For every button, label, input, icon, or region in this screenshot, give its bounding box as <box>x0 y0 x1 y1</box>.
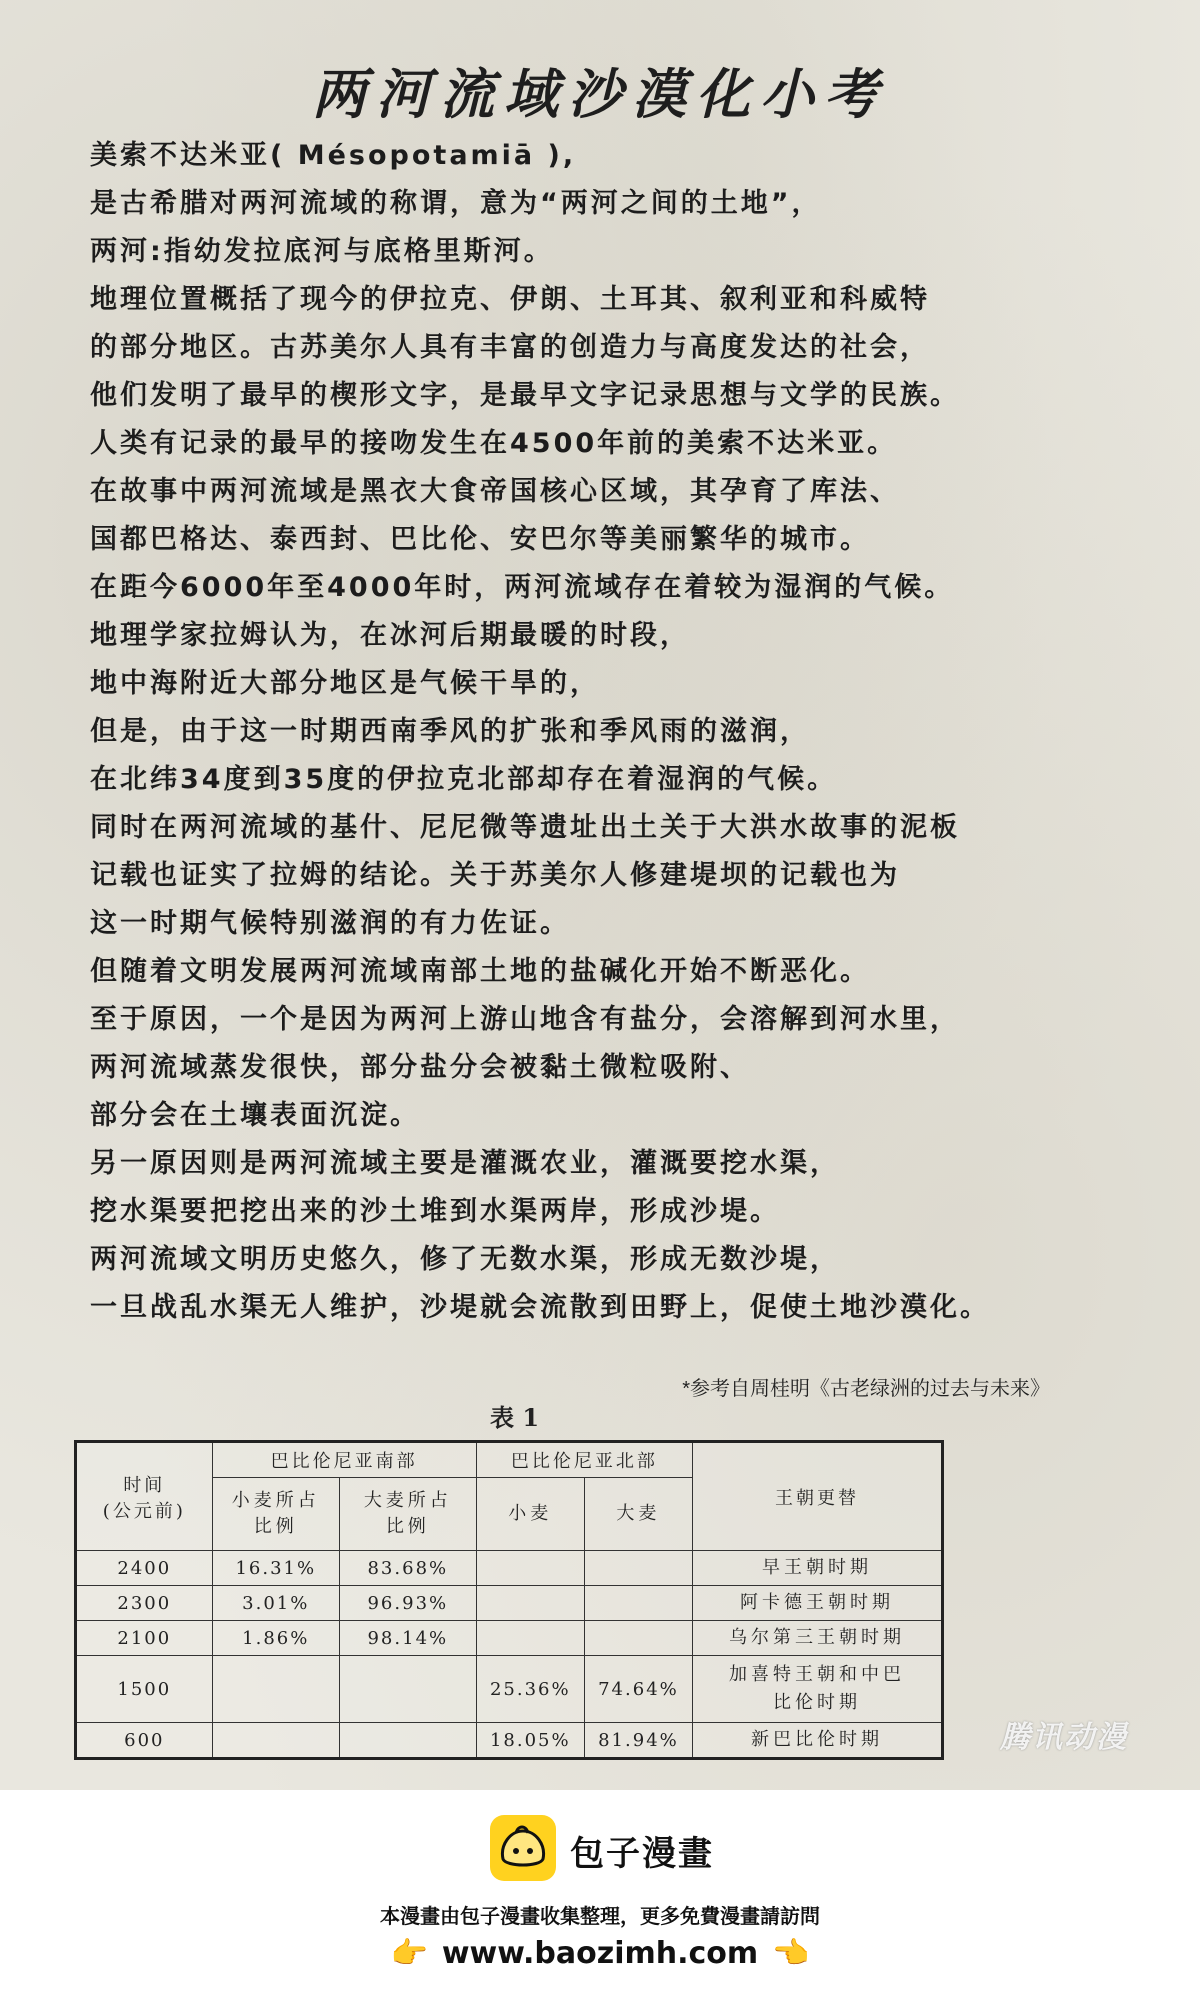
text-line: 他们发明了最早的楔形文字，是最早文字记录思想与文学的民族。 <box>90 380 960 411</box>
cell-dynasty: 新巴比伦时期 <box>693 1723 943 1759</box>
body-text <box>90 132 1170 1332</box>
cell-south-wheat: 3.01% <box>212 1586 339 1621</box>
text-line: 记载也证实了拉姆的结论。关于苏美尔人修建堤坝的记载也为 <box>90 860 900 891</box>
footer-notice: 本漫畫由包子漫畫收集整理，更多免費漫畫請訪問 <box>380 1904 820 1928</box>
text-line: 人类有记录的最早的接吻发生在4500年前的美索不达米亚。 <box>90 428 898 459</box>
text-line: 同时在两河流域的基什、尼尼微等遗址出土关于大洪水故事的泥板 <box>90 812 960 843</box>
table-row <box>76 1621 943 1656</box>
cell-north-wheat: 25.36% <box>476 1656 584 1723</box>
cell-time: 1500 <box>76 1656 213 1723</box>
cell-south-barley <box>339 1656 476 1723</box>
cell-north-barley <box>584 1621 692 1656</box>
text-line: 部分会在土壤表面沉淀。 <box>90 1100 420 1131</box>
cell-north-wheat <box>476 1586 584 1621</box>
page-title: 两河流域沙漠化小考 <box>312 62 888 126</box>
header-south: 巴比伦尼亚南部 <box>212 1442 476 1478</box>
text-line: 地理学家拉姆认为，在冰河后期最暖的时段， <box>90 620 690 651</box>
cell-north-wheat <box>476 1621 584 1656</box>
cell-time: 2300 <box>76 1586 213 1621</box>
footer-url-row <box>0 1936 1200 1971</box>
cell-north-wheat <box>476 1551 584 1586</box>
cell-south-barley <box>339 1723 476 1759</box>
cell-south-wheat: 1.86% <box>212 1621 339 1656</box>
header-north-wheat: 小麦 <box>476 1478 584 1551</box>
cell-south-wheat: 16.31% <box>212 1551 339 1586</box>
cell-south-barley: 96.93% <box>339 1586 476 1621</box>
brand-name: 包子漫畫 <box>570 1834 714 1874</box>
header-south-wheat: 小麦所占 比例 <box>212 1478 339 1551</box>
pointing-left-hand-icon: 👈 <box>772 1936 810 1971</box>
text-line: 两河流域文明历史悠久，修了无数水渠，形成无数沙堤， <box>90 1244 840 1275</box>
text-line: 两河:指幼发拉底河与底格里斯河。 <box>90 236 554 267</box>
text-line: 是古希腊对两河流域的称谓，意为“两河之间的土地”， <box>90 188 822 219</box>
text-line: 这一时期气候特别滋润的有力佐证。 <box>90 908 570 939</box>
cell-time: 600 <box>76 1723 213 1759</box>
cell-dynasty: 乌尔第三王朝时期 <box>693 1621 943 1656</box>
site-url-link[interactable]: www.baozimh.com <box>441 1936 759 1971</box>
header-south-barley: 大麦所占 比例 <box>339 1478 476 1551</box>
header-north: 巴比伦尼亚北部 <box>476 1442 692 1478</box>
cell-dynasty: 加喜特王朝和中巴 比伦时期 <box>693 1656 943 1723</box>
text-line: 在距今6000年至4000年时，两河流域存在着较为湿润的气候。 <box>90 572 955 603</box>
text-line: 美索不达米亚( Mésopotamiā ), <box>90 140 577 171</box>
cell-north-wheat: 18.05% <box>476 1723 584 1759</box>
text-line: 一旦战乱水渠无人维护，沙堤就会流散到田野上，促使土地沙漠化。 <box>90 1292 990 1323</box>
text-line: 地理位置概括了现今的伊拉克、伊朗、土耳其、叙利亚和科威特 <box>90 284 930 315</box>
table-row <box>76 1551 943 1586</box>
bun-face-icon <box>490 1815 556 1881</box>
watermark-logo: 腾讯动漫 <box>1000 1720 1128 1755</box>
text-line: 挖水渠要把挖出来的沙土堆到水渠两岸，形成沙堤。 <box>90 1196 780 1227</box>
header-dynasty: 王朝更替 <box>693 1442 943 1551</box>
cell-south-wheat <box>212 1656 339 1723</box>
cell-north-barley: 74.64% <box>584 1656 692 1723</box>
cell-north-barley <box>584 1586 692 1621</box>
text-line: 在北纬34度到35度的伊拉克北部却存在着湿润的气候。 <box>90 764 838 795</box>
reference-note: *参考自周桂明《古老绿洲的过去与未来》 <box>682 1378 1050 1400</box>
table-row <box>76 1723 943 1759</box>
text-line: 两河流域蒸发很快，部分盐分会被黏土微粒吸附、 <box>90 1052 750 1083</box>
text-line: 地中海附近大部分地区是气候干旱的， <box>90 668 600 699</box>
cell-dynasty: 早王朝时期 <box>693 1551 943 1586</box>
text-line: 另一原因则是两河流域主要是灌溉农业，灌溉要挖水渠， <box>90 1148 840 1179</box>
text-line: 国都巴格达、泰西封、巴比伦、安巴尔等美丽繁华的城市。 <box>90 524 870 555</box>
text-line: 的部分地区。古苏美尔人具有丰富的创造力与高度发达的社会， <box>90 332 930 363</box>
cell-dynasty: 阿卡德王朝时期 <box>693 1586 943 1621</box>
table-caption: 表 1 <box>490 1403 540 1432</box>
header-north-barley: 大麦 <box>584 1478 692 1551</box>
cell-south-wheat <box>212 1723 339 1759</box>
data-table <box>74 1440 944 1760</box>
table-row <box>76 1656 943 1723</box>
table-row <box>76 1586 943 1621</box>
pointing-right-hand-icon: 👉 <box>390 1936 428 1971</box>
header-time: 时间 (公元前) <box>76 1442 213 1551</box>
cell-time: 2400 <box>76 1551 213 1586</box>
cell-north-barley: 81.94% <box>584 1723 692 1759</box>
bun-face-icon-graphic <box>490 1815 556 1881</box>
cell-north-barley <box>584 1551 692 1586</box>
text-line: 但随着文明发展两河流域南部土地的盐碱化开始不断恶化。 <box>90 956 870 987</box>
text-line: 但是，由于这一时期西南季风的扩张和季风雨的滋润， <box>90 716 810 747</box>
text-line: 在故事中两河流域是黑衣大食帝国核心区域，其孕育了库法、 <box>90 476 900 507</box>
text-line: 至于原因，一个是因为两河上游山地含有盐分，会溶解到河水里， <box>90 1004 960 1035</box>
cell-south-barley: 98.14% <box>339 1621 476 1656</box>
cell-south-barley: 83.68% <box>339 1551 476 1586</box>
cell-time: 2100 <box>76 1621 213 1656</box>
